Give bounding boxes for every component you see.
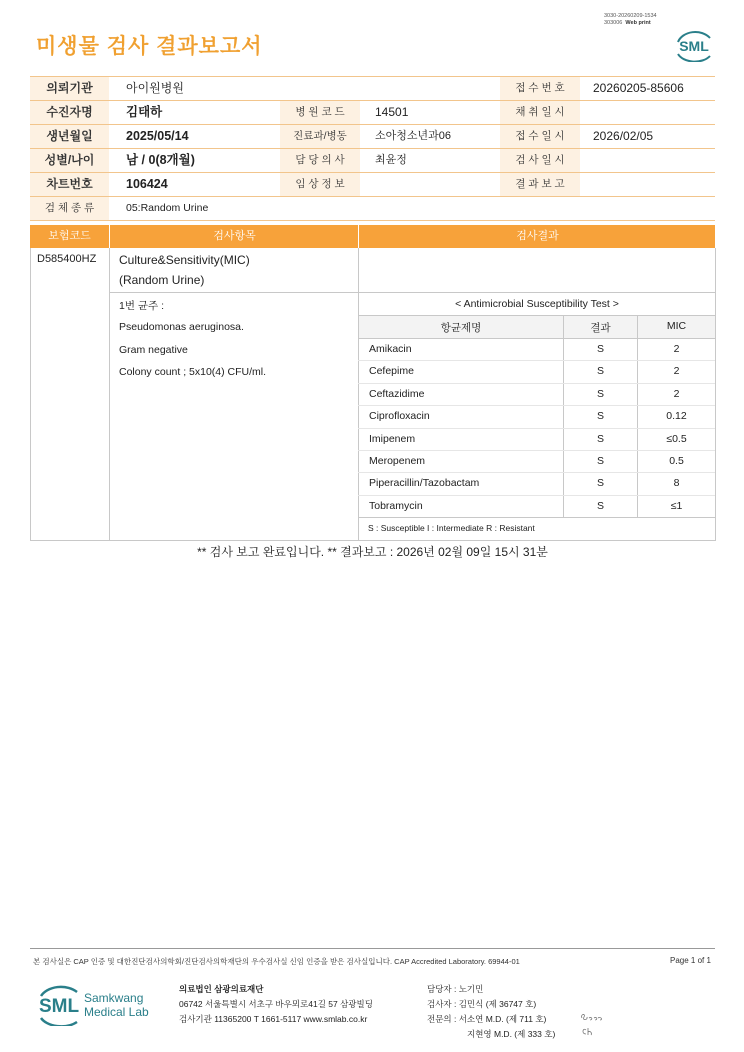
organization-info (179, 982, 373, 1027)
staff-tester: 검사자 : 김민식 (제 36747 호) (427, 999, 537, 1009)
staff-specialist-1: 전문의 : 서소연 M.D. (제 711 호) (427, 1014, 547, 1024)
ast-drug: Ceftazidime (369, 387, 425, 400)
ast-mic: 0.5 (669, 455, 684, 467)
test-item-name: Culture&Sensitivity(MIC) (119, 253, 250, 267)
sml-logo-icon (672, 26, 716, 62)
report-value (585, 173, 593, 196)
svg-text:Samkwang: Samkwang (84, 991, 144, 1005)
birth-label: 생년월일 (30, 125, 109, 148)
ast-row (359, 405, 715, 427)
ast-drug: Imipenem (369, 432, 416, 445)
info-row (30, 149, 715, 173)
ast-drug: Cefepime (369, 365, 414, 378)
ast-result: S (596, 387, 604, 400)
sex-age-value: 남 / 0(8개월) (126, 153, 195, 167)
ast-row (359, 472, 715, 494)
test-date-label: 검 사 일 시 (500, 149, 580, 172)
clinical-value (367, 173, 375, 196)
ast-row (359, 383, 715, 405)
receipt-date-value: 2026/02/05 (593, 129, 654, 143)
ast-header-row (359, 316, 715, 338)
page-number: Page 1 of 1 (670, 956, 711, 965)
ast-drug: Meropenem (369, 455, 426, 467)
institution-label: 의뢰기관 (30, 77, 109, 100)
col-code-header: 보험코드 (48, 230, 91, 242)
chart-label: 차트번호 (30, 173, 109, 196)
info-row (30, 101, 715, 125)
receipt-date-label: 접 수 일 시 (500, 125, 580, 148)
test-item-specimen: (Random Urine) (119, 273, 205, 287)
results-header (30, 225, 715, 248)
collect-date-label: 채 취 일 시 (500, 101, 580, 124)
specimen-label: 검 체 종 류 (30, 197, 109, 220)
samkwang-logo (37, 982, 157, 1026)
completion-notice: ** 검사 보고 완료입니다. ** 결과보고 : 2026년 02월 09일 15시 31분 (197, 545, 548, 559)
svg-text:Medical Lab: Medical Lab (84, 1005, 149, 1019)
organism-name: Pseudomonas aeruginosa. (119, 321, 244, 333)
staff-info (427, 982, 555, 1042)
ast-drug: Piperacillin/Tazobactam (369, 477, 480, 490)
ast-row (359, 428, 715, 450)
ast-col-mic: MIC (666, 320, 687, 332)
ast-result: S (596, 410, 604, 423)
chart-value: 106424 (126, 177, 168, 191)
print-code: 3030-20260209-1534 303006 Web print (604, 13, 657, 26)
info-row (30, 173, 715, 197)
patient-value: 김태하 (126, 105, 163, 119)
divider (109, 292, 715, 293)
clinical-label: 임 상 정 보 (280, 173, 360, 196)
staff-specialist-2: 지현영 M.D. (제 333 호) (467, 1029, 556, 1039)
ast-mic: 8 (673, 477, 680, 490)
footer-divider (30, 948, 715, 949)
dept-label: 진료과/병동 (280, 125, 360, 148)
gram-stain: Gram negative (119, 344, 188, 356)
insurance-code: D585400HZ (37, 253, 97, 265)
ast-title: < Antimicrobial Susceptibility Test > (455, 298, 619, 310)
sex-age-label: 성별/나이 (30, 149, 109, 172)
col-result-header: 검사결과 (358, 225, 716, 248)
ast-col-result: 결과 (590, 322, 611, 334)
specimen-value: 05:Random Urine (126, 202, 209, 214)
svg-text:SML: SML (38, 996, 80, 1017)
ast-result: S (596, 343, 604, 355)
ast-result: S (596, 455, 604, 467)
receipt-no-value: 20260205-85606 (593, 81, 684, 95)
signature-icon (578, 1010, 608, 1038)
receipt-no-label: 접 수 번 호 (500, 77, 580, 100)
ast-drug: Ciprofloxacin (369, 410, 430, 423)
hospital-code-value: 14501 (375, 105, 409, 119)
test-date-value (585, 149, 593, 172)
hospital-code-label: 병 원 코 드 (280, 101, 360, 124)
org-address: 06742 서울특별시 서초구 바우뫼로41길 57 삼광빌딩 (179, 999, 373, 1009)
info-row (30, 197, 715, 221)
org-name: 의료법인 삼광의료재단 (179, 984, 264, 994)
sml-footer-logo-icon (37, 982, 157, 1026)
patient-label: 수진자명 (30, 101, 109, 124)
doctor-label: 담 당 의 사 (280, 149, 360, 172)
svg-text:SML: SML (679, 38, 709, 54)
staff-manager: 담당자 : 노기민 (427, 984, 484, 994)
strain-label: 1번 균주 : (119, 300, 165, 312)
ast-result: S (596, 432, 604, 445)
divider (358, 517, 715, 518)
ast-legend: S : Susceptible I : Intermediate R : Resistant (368, 523, 535, 533)
ast-result: S (596, 477, 604, 490)
ast-mic: 2 (673, 387, 680, 400)
info-row (30, 125, 715, 149)
birth-value: 2025/05/14 (126, 129, 189, 143)
patient-info-table (30, 76, 715, 221)
org-contact: 검사기관 11365200 T 1661-5117 www.smlab.co.kr (179, 1014, 368, 1024)
info-row (30, 76, 715, 101)
certification-text: 본 검사실은 CAP 인증 및 대한진단검사의학회/진단검사의학재단의 우수검사실 신임 인증을 받은 검사실입니다. CAP Accredited Laboratory. 69944-01 (33, 957, 520, 966)
ast-col-drug: 항균제명 (440, 322, 482, 334)
col-item-header: 검사항목 (109, 225, 359, 248)
ast-mic: ≤1 (670, 499, 683, 512)
ast-mic: 0.12 (666, 410, 687, 423)
ast-mic: 2 (673, 343, 680, 355)
ast-result: S (596, 499, 604, 512)
ast-result: S (596, 365, 604, 378)
ast-drug: Tobramycin (369, 499, 423, 512)
ast-row (359, 360, 715, 382)
dept-value: 소아청소년과06 (375, 130, 451, 142)
ast-mic: ≤0.5 (666, 432, 687, 445)
collect-date-value (585, 101, 593, 124)
ast-row (359, 450, 715, 472)
divider (358, 248, 359, 294)
colony-count: Colony count ; 5x10(4) CFU/ml. (119, 366, 267, 378)
institution-value: 아이원병원 (126, 81, 184, 95)
ast-row (359, 338, 715, 360)
results-table (30, 248, 716, 541)
ast-mic: 2 (673, 365, 680, 378)
doctor-value: 최윤정 (375, 154, 407, 166)
report-label: 결 과 보 고 (500, 173, 580, 196)
report-title: 미생물 검사 결과보고서 (36, 35, 263, 58)
ast-row (359, 495, 715, 517)
ast-drug: Amikacin (369, 343, 412, 355)
